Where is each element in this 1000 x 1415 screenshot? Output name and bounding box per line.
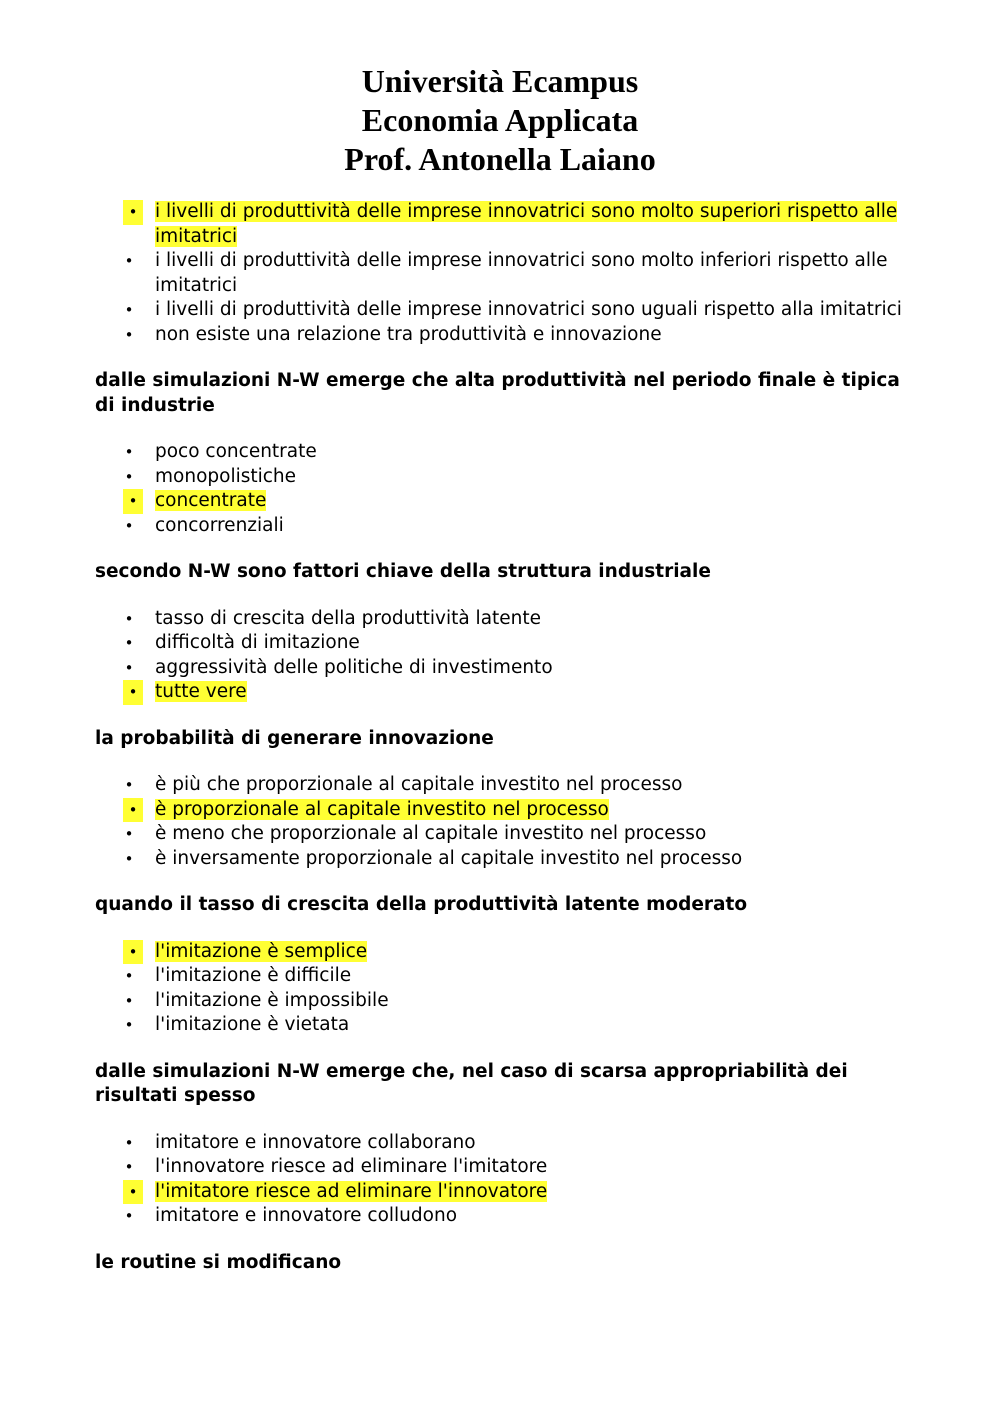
answer-list [95, 773, 915, 871]
answer-option-highlighted [95, 1180, 915, 1205]
quiz-section [95, 1251, 915, 1276]
bullet-icon [123, 1204, 135, 1229]
bullet-icon [123, 607, 135, 632]
answer-text: i livelli di produttività delle imprese innovatrici sono uguali rispetto alla imitatrici [155, 299, 902, 320]
bullet-icon [123, 1180, 143, 1205]
bullet-icon [123, 656, 135, 681]
bullet-icon [123, 323, 135, 348]
answer-option [95, 1204, 915, 1229]
answer-option-highlighted [95, 680, 915, 705]
answer-text: l'imitatore riesce ad eliminare l'innovatore [155, 1180, 548, 1202]
answer-option [95, 847, 915, 872]
answer-text: i livelli di produttività delle imprese innovatrici sono molto superiori rispetto alle imitatrici [155, 201, 898, 247]
answer-text: l'innovatore riesce ad eliminare l'imitatore [155, 1156, 548, 1177]
quiz-section [95, 893, 915, 1038]
bullet-icon [123, 631, 135, 656]
quiz-section [95, 200, 915, 347]
answer-text: difficoltà di imitazione [155, 632, 360, 653]
bullet-icon [123, 964, 135, 989]
answer-option-highlighted [95, 798, 915, 823]
answer-list [95, 607, 915, 705]
answer-option [95, 964, 915, 989]
answer-text: è inversamente proporzionale al capitale investito nel processo [155, 847, 743, 869]
answer-option [95, 298, 915, 323]
bullet-icon [123, 773, 135, 798]
answer-option [95, 1131, 915, 1156]
answer-option [95, 440, 915, 465]
answer-option [95, 1013, 915, 1038]
answer-option [95, 773, 915, 798]
course-name: Economia Applicata [361, 102, 639, 138]
answer-list [95, 940, 915, 1038]
answer-text: è meno che proporzionale al capitale investito nel processo [155, 823, 707, 844]
bullet-icon [123, 847, 135, 872]
answer-text: è proporzionale al capitale investito nel processo [155, 798, 609, 820]
bullet-icon [123, 798, 143, 823]
answer-option [95, 249, 915, 298]
bullet-icon [123, 298, 135, 323]
answer-text: imitatore e innovatore colludono [155, 1205, 458, 1226]
quiz-section [95, 560, 915, 705]
question-text: dalle simulazioni N-W emerge che alta produttività nel periodo finale è tipica di industrie [95, 370, 900, 416]
answer-option [95, 656, 915, 681]
bullet-icon [123, 680, 143, 705]
answer-text: tasso di crescita della produttività latente [155, 607, 542, 629]
answer-option-highlighted [95, 489, 915, 514]
answer-option [95, 323, 915, 348]
bullet-icon [123, 489, 143, 514]
bullet-icon [123, 940, 143, 965]
bullet-icon [123, 822, 135, 847]
document-header [0, 62, 1000, 179]
bullet-icon [123, 1013, 135, 1038]
answer-option-highlighted [95, 940, 915, 965]
answer-text: l'imitazione è difficile [155, 965, 352, 986]
answer-list [95, 1131, 915, 1229]
answer-option [95, 607, 915, 632]
bullet-icon [123, 200, 143, 225]
answer-list [95, 440, 915, 538]
answer-text: l'imitazione è semplice [155, 940, 368, 962]
question-text: secondo N-W sono fattori chiave della struttura industriale [95, 561, 711, 582]
answer-text: concorrenziali [155, 514, 284, 536]
question-text: la probabilità di generare innovazione [95, 727, 494, 749]
answer-option [95, 631, 915, 656]
answer-text: monopolistiche [155, 465, 297, 487]
answer-text: non esiste una relazione tra produttività e innovazione [155, 323, 662, 345]
answer-option [95, 989, 915, 1014]
answer-text: concentrate [155, 490, 267, 511]
question-text: dalle simulazioni N-W emerge che, nel caso di scarsa appropriabilità dei risultati spesso [95, 1060, 848, 1106]
question-text: quando il tasso di crescita della produttività latente moderato [95, 894, 748, 915]
quiz-section [95, 727, 915, 872]
bullet-icon [123, 1155, 135, 1180]
bullet-icon [123, 514, 135, 539]
answer-option [95, 514, 915, 539]
answer-text: l'imitazione è vietata [155, 1014, 350, 1035]
answer-option [95, 1155, 915, 1180]
answer-text: tutte vere [155, 681, 247, 702]
answer-option [95, 822, 915, 847]
answer-option-highlighted [95, 200, 915, 249]
university-name: Università Ecampus [361, 63, 639, 99]
answer-option [95, 465, 915, 490]
answer-list [95, 200, 915, 347]
quiz-section [95, 369, 915, 538]
answer-text: imitatore e innovatore collaborano [155, 1131, 476, 1153]
bullet-icon [123, 249, 135, 274]
bullet-icon [123, 440, 135, 465]
quiz-content [95, 200, 915, 1297]
bullet-icon [123, 1131, 135, 1156]
bullet-icon [123, 465, 135, 490]
bullet-icon [123, 989, 135, 1014]
answer-text: poco concentrate [155, 441, 317, 462]
answer-text: aggressività delle politiche di investimento [155, 656, 553, 678]
quiz-section [95, 1060, 915, 1229]
answer-text: è più che proporzionale al capitale investito nel processo [155, 774, 683, 795]
answer-text: l'imitazione è impossibile [155, 989, 389, 1011]
professor-name: Prof. Antonella Laiano [344, 141, 656, 177]
question-text: le routine si modificano [95, 1251, 342, 1273]
answer-text: i livelli di produttività delle imprese innovatrici sono molto inferiori rispetto alle imitatrici [155, 250, 888, 296]
